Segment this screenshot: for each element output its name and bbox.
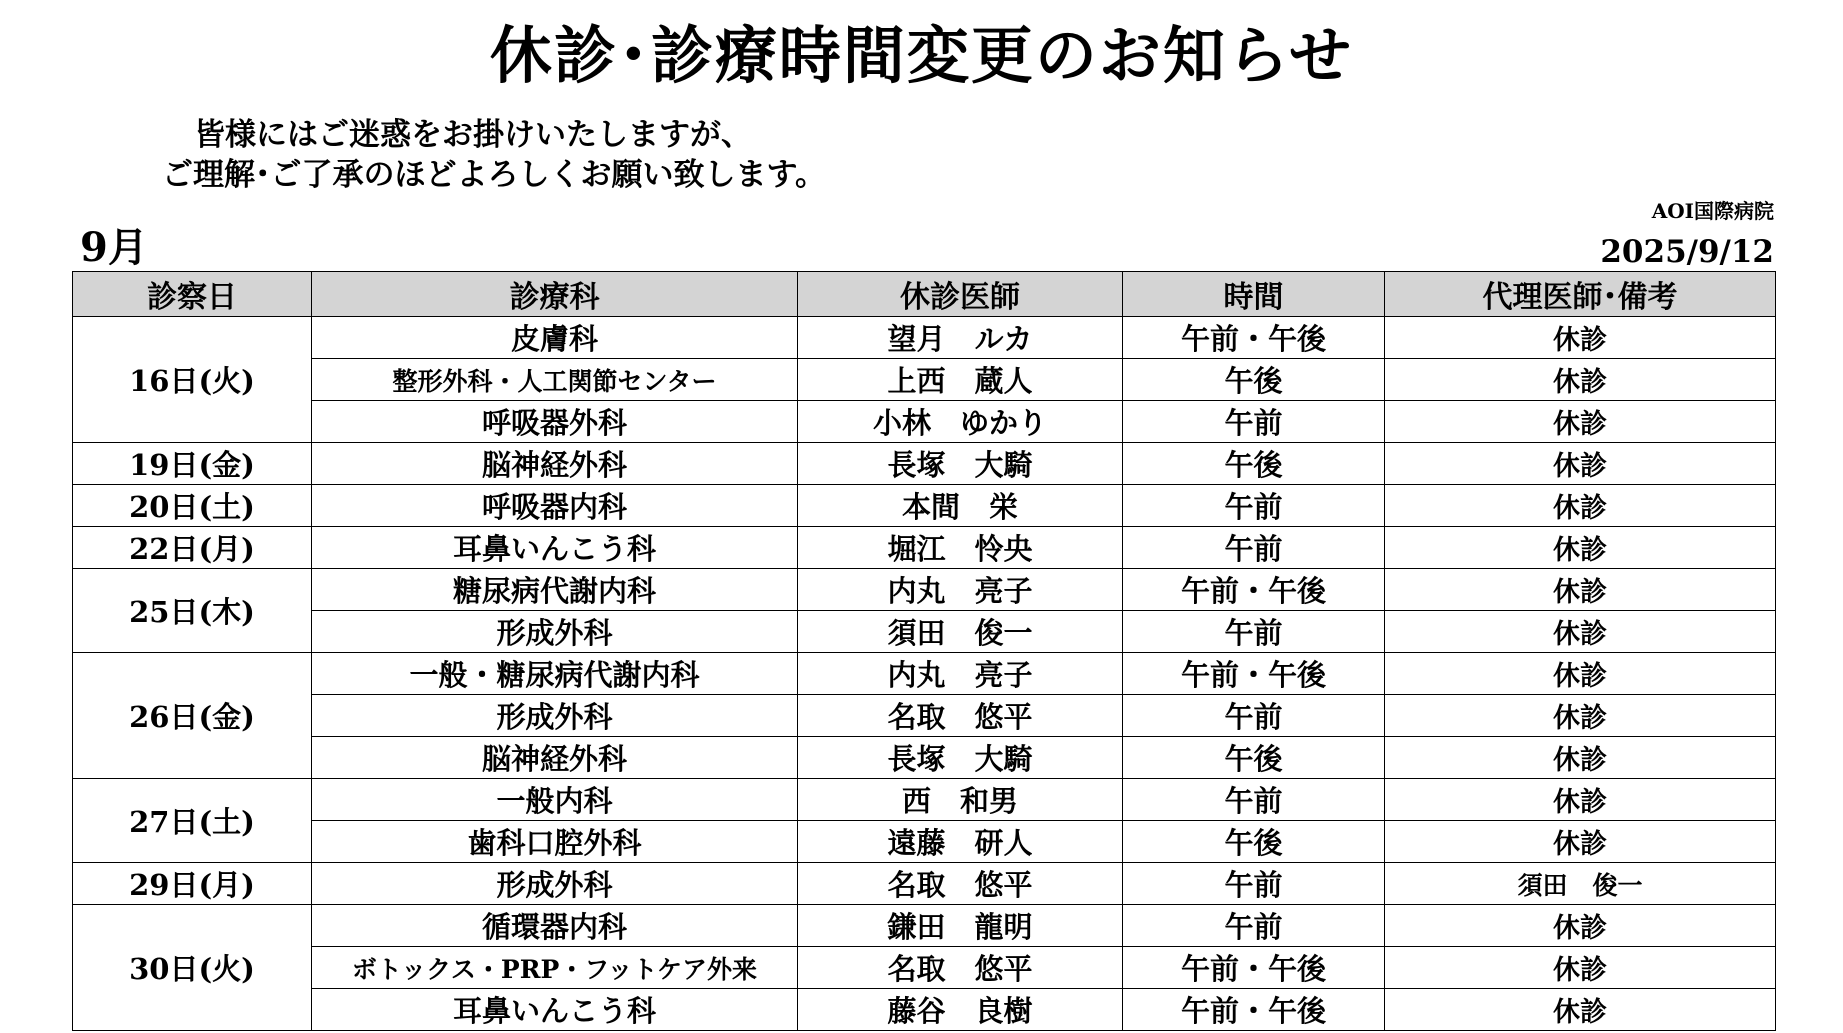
- doctor-cell: 西 和男: [798, 779, 1123, 821]
- time-cell: 午前: [1123, 863, 1385, 905]
- note-cell: 休診: [1385, 653, 1776, 695]
- department-cell: ボトックス・PRP・フットケア外来: [312, 947, 798, 989]
- note-cell: 休診: [1385, 569, 1776, 611]
- doctor-cell: 鎌田 龍明: [798, 905, 1123, 947]
- time-cell: 午前・午後: [1123, 947, 1385, 989]
- doctor-cell: 名取 悠平: [798, 695, 1123, 737]
- department-cell: 形成外科: [312, 863, 798, 905]
- note-cell: 休診: [1385, 905, 1776, 947]
- organization-name: AOI国際病院: [1651, 199, 1774, 223]
- time-cell: 午後: [1123, 443, 1385, 485]
- doctor-cell: 遠藤 研人: [798, 821, 1123, 863]
- note-cell: 休診: [1385, 527, 1776, 569]
- department-cell: 呼吸器外科: [312, 401, 798, 443]
- date-cell: 27日(土): [73, 779, 312, 863]
- doctor-cell: 名取 悠平: [798, 863, 1123, 905]
- header-doctor: 休診医師: [798, 272, 1123, 317]
- time-cell: 午前: [1123, 527, 1385, 569]
- table-row: [73, 989, 1776, 1031]
- department-cell: 呼吸器内科: [312, 485, 798, 527]
- header-date: 診察日: [73, 272, 312, 317]
- doctor-cell: 長塚 大騎: [798, 737, 1123, 779]
- time-cell: 午前・午後: [1123, 317, 1385, 359]
- issue-date: 2025/9/12: [1600, 234, 1774, 270]
- date-cell: 30日(火): [73, 905, 312, 1031]
- note-cell: 休診: [1385, 401, 1776, 443]
- time-cell: 午前: [1123, 779, 1385, 821]
- table-row: [73, 401, 1776, 443]
- department-cell: 一般内科: [312, 779, 798, 821]
- note-cell: 休診: [1385, 989, 1776, 1031]
- closure-schedule-table: [72, 271, 1776, 1031]
- doctor-cell: 小林 ゆかり: [798, 401, 1123, 443]
- department-cell: 脳神経外科: [312, 737, 798, 779]
- note-cell: 休診: [1385, 485, 1776, 527]
- department-cell: 形成外科: [312, 611, 798, 653]
- table-row: [73, 527, 1776, 569]
- page-title: 休診･診療時間変更のお知らせ: [489, 19, 1354, 92]
- time-cell: 午後: [1123, 737, 1385, 779]
- table-row: [73, 359, 1776, 401]
- time-cell: 午前・午後: [1123, 653, 1385, 695]
- department-cell: 耳鼻いんこう科: [312, 527, 798, 569]
- notice-message-line2: ご理解･ご了承のほどよろしくお願い致します。: [162, 157, 827, 193]
- doctor-cell: 須田 俊一: [798, 611, 1123, 653]
- doctor-cell: 本間 栄: [798, 485, 1123, 527]
- department-cell: 一般・糖尿病代謝内科: [312, 653, 798, 695]
- department-cell: 整形外科・人工関節センター: [312, 359, 798, 401]
- table-row: [73, 821, 1776, 863]
- month-label: 9月: [80, 224, 148, 271]
- note-cell: 休診: [1385, 695, 1776, 737]
- header-department: 診療科: [312, 272, 798, 317]
- department-cell: 脳神経外科: [312, 443, 798, 485]
- note-cell: 休診: [1385, 737, 1776, 779]
- department-cell: 糖尿病代謝内科: [312, 569, 798, 611]
- time-cell: 午前・午後: [1123, 569, 1385, 611]
- time-cell: 午後: [1123, 359, 1385, 401]
- date-cell: 16日(火): [73, 317, 312, 443]
- table-row: [73, 905, 1776, 947]
- note-cell: 休診: [1385, 947, 1776, 989]
- doctor-cell: 長塚 大騎: [798, 443, 1123, 485]
- table-row: [73, 611, 1776, 653]
- doctor-cell: 望月 ルカ: [798, 317, 1123, 359]
- date-cell: 22日(月): [73, 527, 312, 569]
- doctor-cell: 内丸 亮子: [798, 653, 1123, 695]
- table-row: [73, 569, 1776, 611]
- table-body: [73, 317, 1776, 1031]
- header-time: 時間: [1123, 272, 1385, 317]
- time-cell: 午後: [1123, 821, 1385, 863]
- date-cell: 29日(月): [73, 863, 312, 905]
- note-cell: 休診: [1385, 611, 1776, 653]
- doctor-cell: 上西 蔵人: [798, 359, 1123, 401]
- date-cell: 20日(土): [73, 485, 312, 527]
- note-cell: 休診: [1385, 359, 1776, 401]
- note-cell: 休診: [1385, 821, 1776, 863]
- date-cell: 19日(金): [73, 443, 312, 485]
- department-cell: 皮膚科: [312, 317, 798, 359]
- department-cell: 形成外科: [312, 695, 798, 737]
- department-cell: 歯科口腔外科: [312, 821, 798, 863]
- notice-message-line1: 皆様にはご迷惑をお掛けいたしますが、: [194, 117, 752, 153]
- time-cell: 午前: [1123, 401, 1385, 443]
- header-note: 代理医師･備考: [1385, 272, 1776, 317]
- note-cell: 休診: [1385, 443, 1776, 485]
- doctor-cell: 堀江 怜央: [798, 527, 1123, 569]
- time-cell: 午前: [1123, 695, 1385, 737]
- time-cell: 午前・午後: [1123, 989, 1385, 1031]
- department-cell: 耳鼻いんこう科: [312, 989, 798, 1031]
- doctor-cell: 内丸 亮子: [798, 569, 1123, 611]
- time-cell: 午前: [1123, 485, 1385, 527]
- note-cell: 休診: [1385, 317, 1776, 359]
- doctor-cell: 藤谷 良樹: [798, 989, 1123, 1031]
- table-row: [73, 779, 1776, 821]
- table-row: [73, 653, 1776, 695]
- table-header-row: [73, 272, 1776, 317]
- table-row: [73, 485, 1776, 527]
- time-cell: 午前: [1123, 611, 1385, 653]
- table-row: [73, 863, 1776, 905]
- time-cell: 午前: [1123, 905, 1385, 947]
- table-row: [73, 737, 1776, 779]
- table-row: [73, 443, 1776, 485]
- note-cell: 休診: [1385, 779, 1776, 821]
- table-row: [73, 947, 1776, 989]
- table-row: [73, 317, 1776, 359]
- doctor-cell: 名取 悠平: [798, 947, 1123, 989]
- department-cell: 循環器内科: [312, 905, 798, 947]
- date-cell: 26日(金): [73, 653, 312, 779]
- table-row: [73, 695, 1776, 737]
- date-cell: 25日(木): [73, 569, 312, 653]
- note-cell: 須田 俊一: [1385, 863, 1776, 905]
